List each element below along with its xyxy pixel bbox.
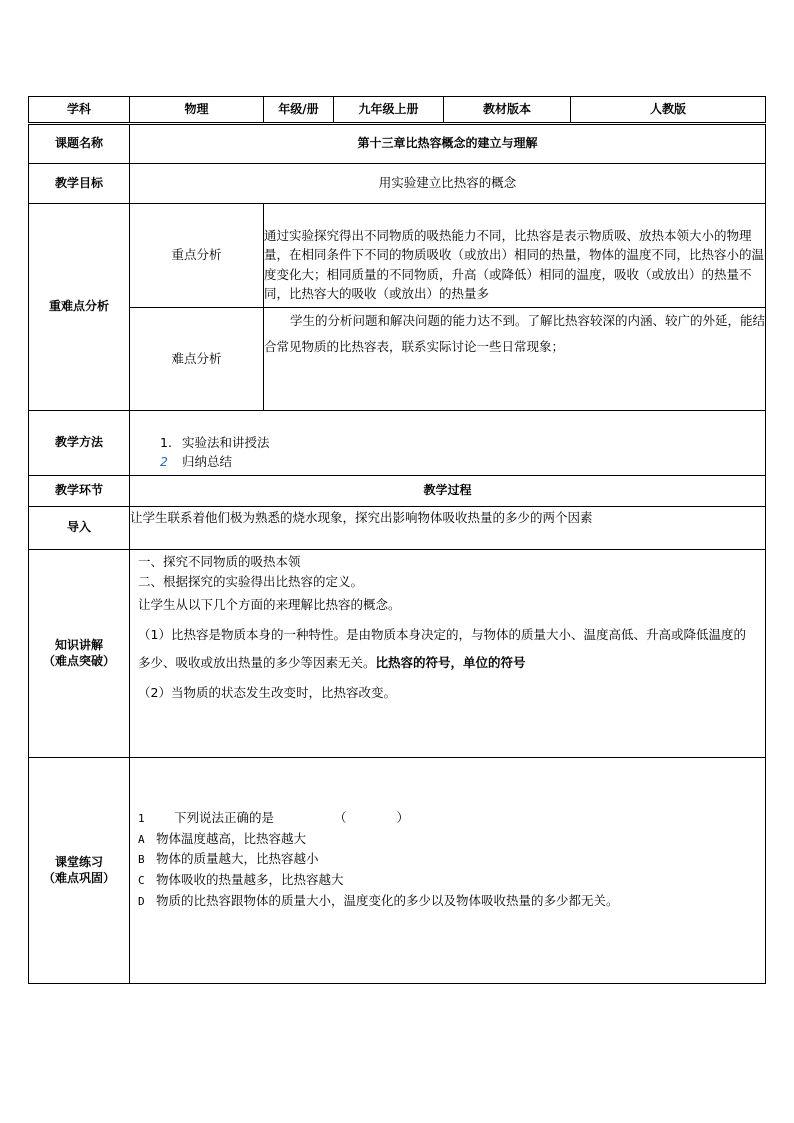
grade-label: 年级/册 — [264, 97, 334, 124]
option-key: B — [138, 853, 145, 867]
option-key: C — [138, 873, 145, 887]
method-item-num: 2 — [160, 454, 168, 469]
knowledge-line: 让学生从以下几个方面的来理解比热容的概念。 — [138, 597, 401, 612]
method-list — [130, 414, 765, 472]
option-text: 物体温度越高，比热容越大 — [156, 830, 307, 846]
knowledge-label-line1: 知识讲解 — [54, 637, 103, 652]
difficult-analysis-row — [29, 308, 766, 411]
knowledge-label-line2: （难点突破） — [42, 653, 115, 668]
difficult-analysis-label: 难点分析 — [130, 308, 264, 411]
intro-row — [29, 507, 766, 550]
quiz-stem — [138, 808, 765, 829]
goal-label: 教学目标 — [29, 164, 130, 204]
option-text: 物体吸收的热量越多，比热容越大 — [156, 871, 344, 887]
knowledge-row — [29, 550, 766, 758]
method-cell — [130, 411, 766, 476]
key-analysis-text: 通过实验探究得出不同物质的吸热能力不同，比热容是表示物质吸、放热本领大小的物理量，在相同条件下不同的物质吸收（或放出）相同的热量，物体的温度不同，比热容小的温度变化大；相同质量的不同物质，升高（或降低）相同的温度，吸收（或放出）的热量不同，比热容大的吸收（或放出）的热量多 — [264, 204, 766, 308]
topic-label: 课题名称 — [29, 124, 130, 164]
lesson-plan-page — [28, 96, 765, 984]
topic-value: 第十三章比热容概念的建立与理解 — [130, 124, 766, 164]
key-analysis-row — [29, 204, 766, 308]
knowledge-cell — [130, 550, 766, 758]
method-item — [160, 434, 765, 453]
quiz-option — [138, 829, 765, 850]
goal-row — [29, 164, 766, 204]
option-key: A — [138, 832, 145, 846]
key-analysis-label: 重点分析 — [130, 204, 264, 308]
grade-value: 九年级上册 — [334, 97, 444, 124]
method-row — [29, 411, 766, 476]
difficult-analysis-text: 学生的分析问题和解决问题的能力达不到。了解比热容较深的内涵、较广的外延，能结合常见物质的比热容表，联系实际讨论一些日常现象； — [264, 313, 766, 355]
knowledge-point-text: （1）比热容是物质本身的一种特性。是由物质本身决定的，与物体的质量大小、温度高低、升高或降低温度的多少、吸收或放出热量的多少等因素无关。 — [138, 627, 746, 670]
method-item — [160, 453, 765, 472]
question-number: 1 — [138, 812, 145, 825]
method-label: 教学方法 — [29, 411, 130, 476]
practice-label — [29, 758, 130, 984]
intro-text: 让学生联系着他们极为熟悉的烧水现象，探究出影响物体吸收热量的多少的两个因素 — [130, 507, 766, 550]
edition-label: 教材版本 — [444, 97, 571, 124]
question-text: 下列说法正确的是 — [174, 810, 275, 825]
process-header-row — [29, 476, 766, 507]
intro-label: 导入 — [29, 507, 130, 550]
quiz-option — [138, 849, 765, 870]
method-item-text: 归纳总结 — [182, 454, 233, 469]
knowledge-point: （2）当物质的状态发生改变时，比热容改变。 — [138, 685, 396, 700]
knowledge-line: 一、探究不同物质的吸热本领 — [138, 554, 301, 569]
method-item-text: 实验法和讲授法 — [182, 435, 270, 451]
quiz-option — [138, 891, 765, 912]
header-row — [29, 97, 766, 124]
lesson-plan-table — [28, 96, 766, 984]
process-stage-label: 教学环节 — [29, 476, 130, 507]
option-text: 物质的比热容跟物体的质量大小，温度变化的多少以及物体吸收热量的多少都无关。 — [156, 892, 619, 908]
method-item-num: 1. — [160, 435, 172, 451]
quiz-option — [138, 870, 765, 891]
option-key: D — [138, 894, 145, 908]
option-text: 物体的质量越大，比热容越小 — [156, 851, 319, 867]
subject-label: 学科 — [29, 97, 130, 124]
topic-row — [29, 124, 766, 164]
practice-cell — [130, 758, 766, 984]
knowledge-point-emphasis: 比热容的符号，单位的符号 — [375, 654, 526, 670]
process-title: 教学过程 — [130, 476, 766, 507]
practice-row — [29, 758, 766, 984]
subject-value: 物理 — [130, 97, 264, 124]
knowledge-point — [138, 621, 757, 676]
question-blank: （ ） — [334, 810, 410, 825]
quiz-question — [130, 758, 765, 911]
analysis-label: 重难点分析 — [29, 204, 130, 411]
goal-value: 用实验建立比热容的概念 — [130, 164, 766, 204]
difficult-analysis-cell — [264, 308, 766, 411]
knowledge-label — [29, 550, 130, 758]
knowledge-line: 二、根据探究的实验得出比热容的定义。 — [138, 574, 364, 589]
edition-value: 人教版 — [571, 97, 766, 124]
practice-label-line2: （难点巩固） — [42, 870, 115, 885]
practice-label-line1: 课堂练习 — [54, 854, 103, 869]
